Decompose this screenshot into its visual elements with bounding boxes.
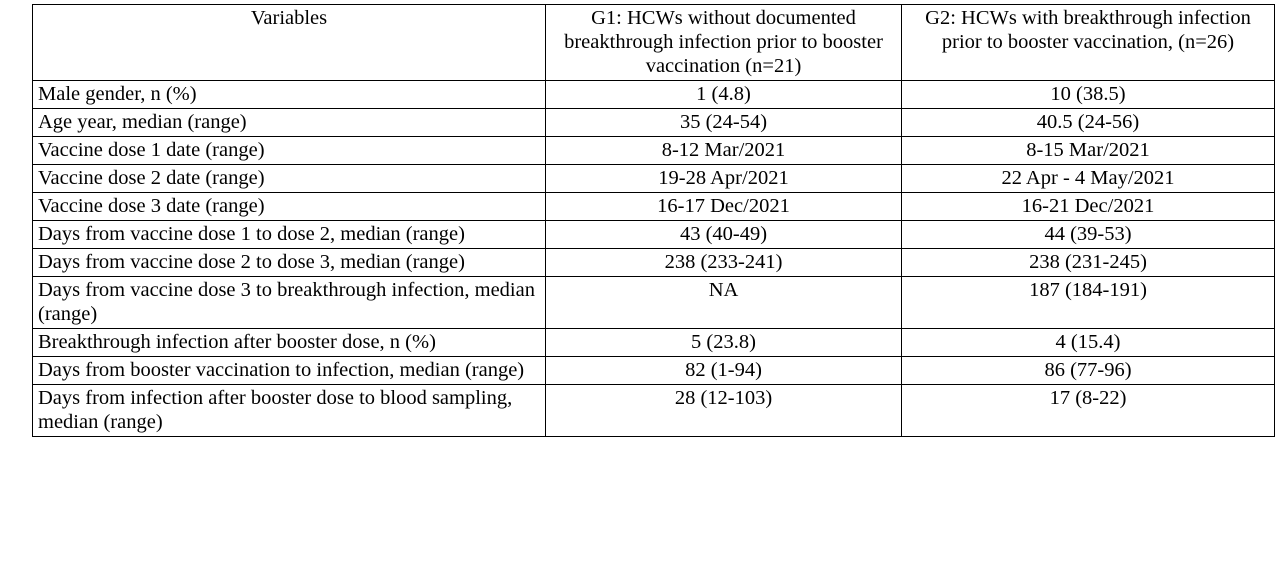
g1-cell: 43 (40-49) <box>546 221 902 249</box>
g2-cell: 16-21 Dec/2021 <box>902 193 1275 221</box>
variable-cell: Days from vaccine dose 3 to breakthrough infection, median (range) <box>33 277 546 329</box>
variable-cell: Vaccine dose 3 date (range) <box>33 193 546 221</box>
variable-cell: Vaccine dose 1 date (range) <box>33 137 546 165</box>
table-container <box>32 4 1274 437</box>
g1-cell: 16-17 Dec/2021 <box>546 193 902 221</box>
g1-cell: 35 (24-54) <box>546 109 902 137</box>
g1-cell: 28 (12-103) <box>546 385 902 437</box>
g1-cell: 1 (4.8) <box>546 81 902 109</box>
g2-cell: 17 (8-22) <box>902 385 1275 437</box>
g1-cell: 5 (23.8) <box>546 329 902 357</box>
g2-cell: 238 (231-245) <box>902 249 1275 277</box>
table-row <box>33 193 1275 221</box>
data-table <box>32 4 1275 437</box>
table-row <box>33 357 1275 385</box>
variable-cell: Male gender, n (%) <box>33 81 546 109</box>
variable-cell: Days from booster vaccination to infection, median (range) <box>33 357 546 385</box>
g1-cell: NA <box>546 277 902 329</box>
g1-cell: 19-28 Apr/2021 <box>546 165 902 193</box>
g2-cell: 40.5 (24-56) <box>902 109 1275 137</box>
table-row <box>33 221 1275 249</box>
variable-cell: Days from infection after booster dose to blood sampling, median (range) <box>33 385 546 437</box>
header-g2: G2: HCWs with breakthrough infection prior to booster vaccination, (n=26) <box>902 5 1275 81</box>
variable-cell: Days from vaccine dose 1 to dose 2, median (range) <box>33 221 546 249</box>
header-g1: G1: HCWs without documented breakthrough infection prior to booster vaccination (n=21) <box>546 5 902 81</box>
table-row <box>33 249 1275 277</box>
g2-cell: 86 (77-96) <box>902 357 1275 385</box>
g2-cell: 4 (15.4) <box>902 329 1275 357</box>
g2-cell: 44 (39-53) <box>902 221 1275 249</box>
table-row <box>33 165 1275 193</box>
table-row <box>33 385 1275 437</box>
header-variables: Variables <box>33 5 546 81</box>
variable-cell: Breakthrough infection after booster dose, n (%) <box>33 329 546 357</box>
table-row <box>33 277 1275 329</box>
g1-cell: 82 (1-94) <box>546 357 902 385</box>
g1-cell: 238 (233-241) <box>546 249 902 277</box>
variable-cell: Vaccine dose 2 date (range) <box>33 165 546 193</box>
variable-cell: Days from vaccine dose 2 to dose 3, median (range) <box>33 249 546 277</box>
table-row <box>33 109 1275 137</box>
variable-cell: Age year, median (range) <box>33 109 546 137</box>
g2-cell: 8-15 Mar/2021 <box>902 137 1275 165</box>
g2-cell: 187 (184-191) <box>902 277 1275 329</box>
g2-cell: 22 Apr - 4 May/2021 <box>902 165 1275 193</box>
g2-cell: 10 (38.5) <box>902 81 1275 109</box>
header-row <box>33 5 1275 81</box>
table-row <box>33 81 1275 109</box>
table-row <box>33 137 1275 165</box>
table-row <box>33 329 1275 357</box>
g1-cell: 8-12 Mar/2021 <box>546 137 902 165</box>
